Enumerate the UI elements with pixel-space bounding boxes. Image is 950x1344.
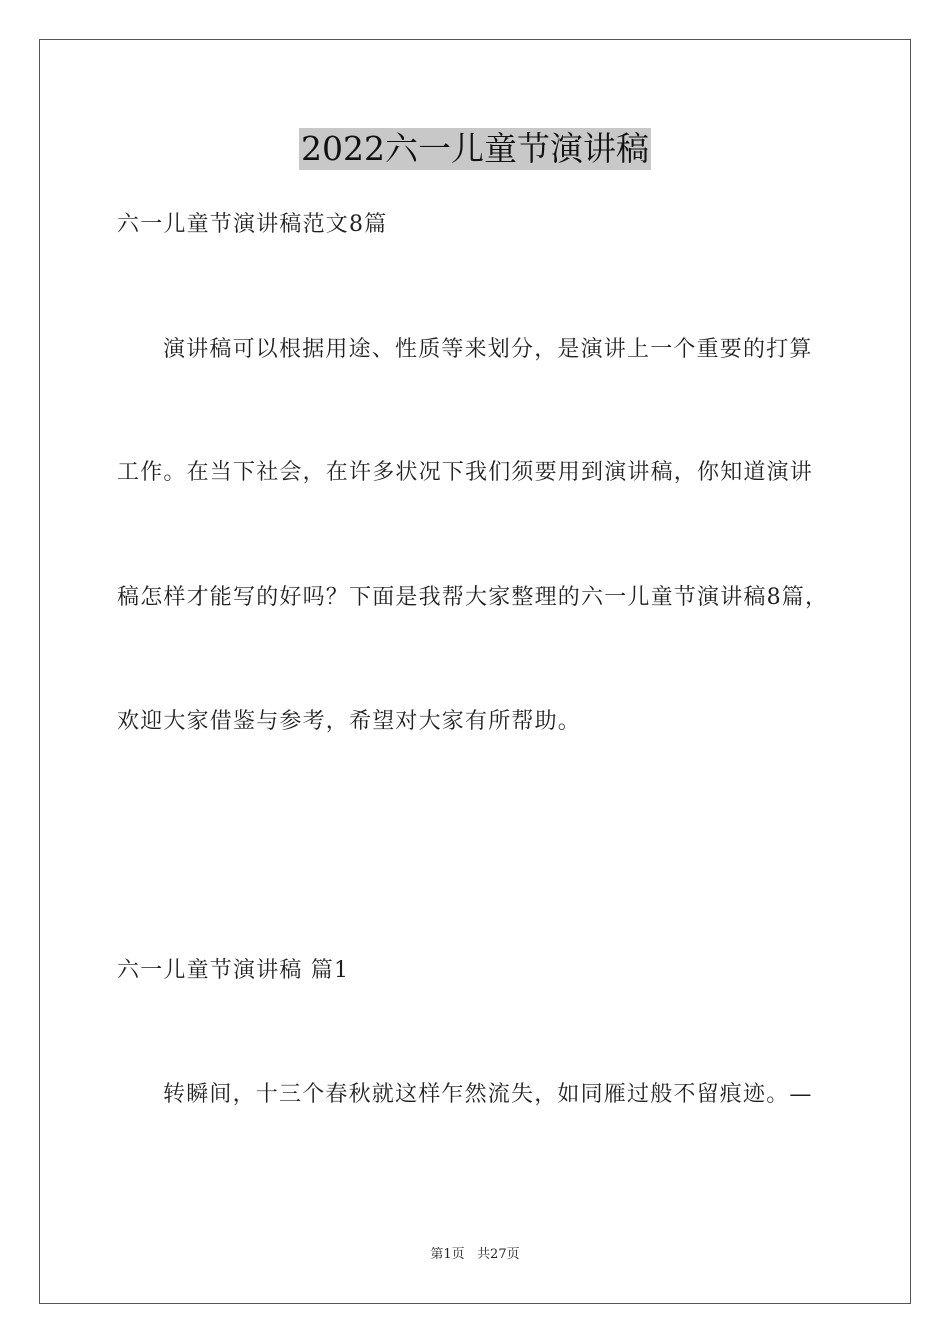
intro-line-1: 演讲稿可以根据用途、性质等来划分，是演讲上一个重要的打算 — [163, 337, 813, 362]
intro-line-3: 稿怎样才能写的好吗？下面是我帮大家整理的六一儿童节演讲稿8篇， — [117, 585, 829, 610]
page-number-footer: 第1页 共27页 — [430, 1247, 520, 1262]
intro-line-2: 工作。在当下社会，在许多状况下我们须要用到演讲稿，你知道演讲 — [117, 460, 814, 485]
title-container — [0, 128, 950, 170]
document-subtitle: 六一儿童节演讲稿范文8篇 — [117, 212, 388, 237]
intro-line-4: 欢迎大家借鉴与参考，希望对大家有所帮助。 — [117, 709, 582, 734]
document-title: 2022六一儿童节演讲稿 — [301, 129, 649, 168]
section-first-line: 转瞬间，十三个春秋就这样乍然流失，如同雁过般不留痕迹。— — [163, 1082, 813, 1107]
section-heading: 六一儿童节演讲稿 篇1 — [117, 958, 350, 983]
